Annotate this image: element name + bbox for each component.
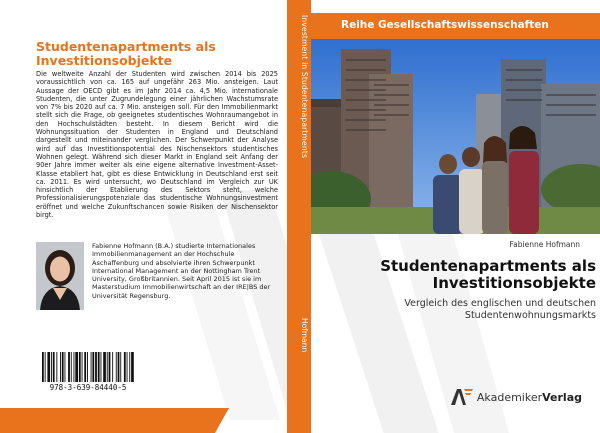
front-cover (311, 0, 600, 433)
back-title-line2: Investitionsobjekte (36, 53, 173, 68)
front-title-line2: Investitionsobjekte (432, 274, 596, 292)
back-title-line1: Studentenapartments als (36, 39, 216, 54)
publisher-watermark-icon (160, 190, 287, 420)
front-subtitle-line1: Vergleich des englischen und deutschen (404, 298, 596, 309)
barcode-icon (40, 352, 136, 382)
back-accent-bar-tail (215, 408, 229, 433)
front-title (351, 258, 596, 292)
isbn-number: 978-3-639-84440-5 (49, 383, 127, 392)
front-subtitle (351, 298, 596, 322)
isbn-barcode (36, 348, 140, 394)
av-logo-icon (451, 389, 473, 405)
back-title (36, 40, 276, 68)
cover-photo (311, 39, 600, 234)
students-city-photo-icon (311, 39, 600, 234)
spine-title: Investment in Studentenapartments (300, 15, 309, 159)
publisher-name-bold: Verlag (542, 390, 582, 404)
back-accent-bar (0, 408, 215, 433)
back-description: Die weltweite Anzahl der Studenten wird zwischen 2014 bis 2025 voraussichtlich von ca. 165 auf ungefähr 263 Mio. ansteigen. Laut Aussage der OECD gibt es im Jahr 2014 ca. 4,5 Mio. internationale Studenten, die unter Zugrundelegung einer jährlichen Wachstumsrate von 7% bis 2020 auf ca. 7 Mio. ansteigen soll. Für den Immobilienmarkt stellt sich die Frage, ob geeignetes studentisches Wohnraumangebot in den Hochschulstädten besteht. In diesem Bericht wird die Wohnungssituation der Studenten in England und Deutschland dargestellt und miteinander verglichen. Der Schwerpunkt der Analyse wird auf das Investitionspotential des Nischensektors studentisches Wohnen gelegt. Während sich dieser Markt in England seit Anfang der 90er Jahre immer weiter als eine eigene alternative Investment-Asset-Klasse etabliert hat, gibt es diese Entwicklung in Deutschland erst seit ca. 2011. Es wird untersucht, wo Deutschland im Vergleich zur UK hinsichtlich der Etablierung des Sektors steht, welche Professionalisierungspotenziale das studentische Wohnungsinvestment eröffnet und welche Zukunftschancen sowie Risiken der Nischensektor birgt. (36, 70, 278, 220)
series-bar (311, 13, 600, 39)
author-bio: Fabienne Hofmann (B.A.) studierte Internationales Immobilienmanagement an der Hochschule Aschaffenburg und absolvierte ihren Schwerpunkt International Management an der Nottingham Trent University, Großbritannien. Seit April 2015 ist sie im Masterstudium Immobilienwirtschaft an der IRE|BS der Universität Regensburg. (92, 242, 271, 300)
publisher-name (477, 391, 582, 404)
publisher-logo (451, 387, 582, 407)
front-author: Fabienne Hofmann (509, 240, 580, 249)
series-label: Reihe Gesellschaftswissenschaften (341, 19, 549, 31)
author-photo (36, 242, 84, 310)
back-cover (0, 0, 287, 433)
front-title-line1: Studentenapartments als (380, 257, 596, 275)
front-subtitle-line2: Studentenwohnungsmarkts (464, 310, 596, 321)
publisher-name-plain: Akademiker (476, 390, 543, 404)
spine-author: Hofmann (300, 318, 309, 353)
author-portrait-icon (36, 242, 84, 310)
spine (287, 0, 311, 433)
